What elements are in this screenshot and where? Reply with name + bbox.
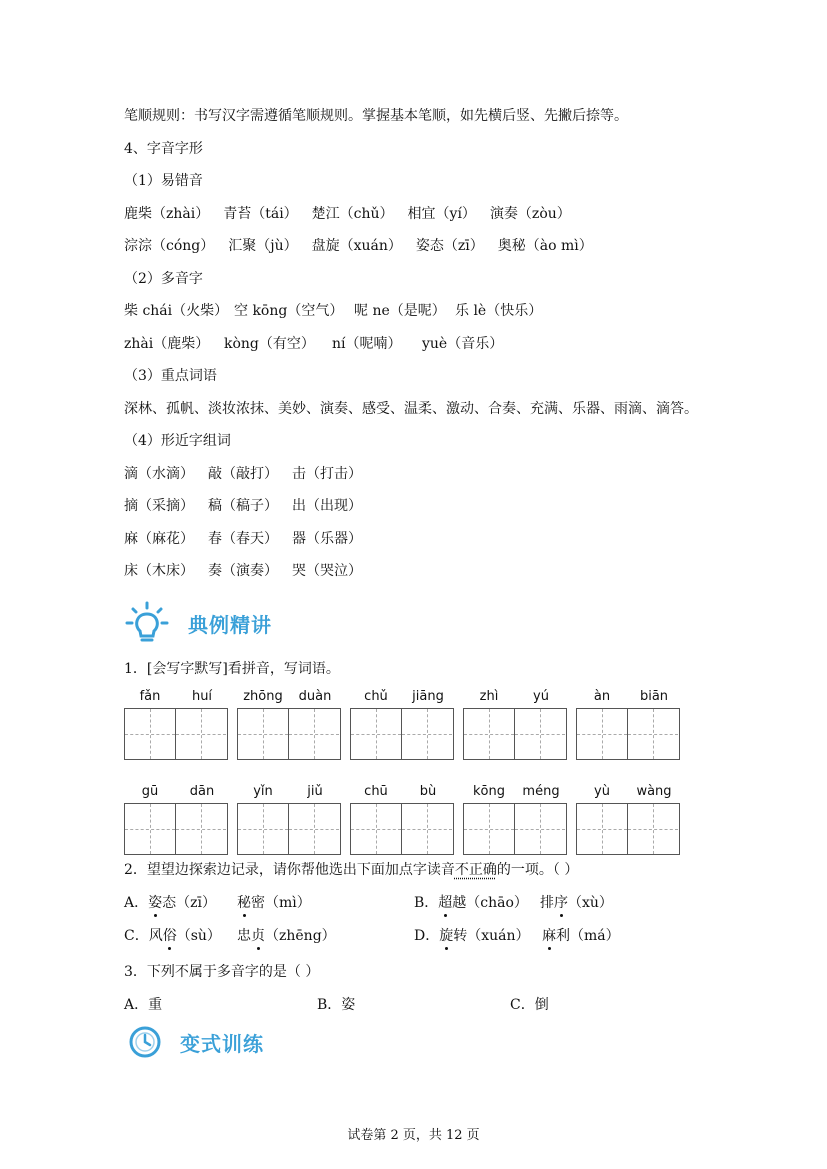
pinyin-label: duàn xyxy=(298,689,332,704)
option-c[interactable] xyxy=(124,927,221,945)
writing-cell[interactable] xyxy=(627,804,678,854)
writing-cell[interactable] xyxy=(175,709,226,759)
pinyin-label: kōng xyxy=(473,784,505,799)
writing-cell[interactable] xyxy=(577,709,627,759)
pinyin-label: méng xyxy=(522,784,560,799)
question-3: 3．下列不属于多音字的是（ ） xyxy=(124,964,320,980)
pinyin-label: zhōng xyxy=(243,689,283,704)
option-d[interactable] xyxy=(414,927,530,945)
pinyin-grid xyxy=(350,689,454,777)
pinyin-grid xyxy=(463,689,567,777)
lightbulb-icon xyxy=(124,601,170,645)
list-item: 青苔（tái） xyxy=(223,206,298,222)
pinyin-label: àn xyxy=(593,689,611,704)
list-item: 奥秘（ào mì） xyxy=(497,238,593,254)
pinyin-label: chū xyxy=(364,784,388,799)
pinyin-label: yǐn xyxy=(253,784,273,799)
writing-cell[interactable] xyxy=(175,804,226,854)
option-label: A． xyxy=(124,895,149,911)
list-item: 汇聚（jù） xyxy=(228,238,298,254)
pinyin-grid xyxy=(237,784,341,872)
list-item: ní（呢喃） xyxy=(332,336,402,352)
writing-cell[interactable] xyxy=(514,709,565,759)
sub4-row-3 xyxy=(124,530,362,548)
option-b-2 xyxy=(540,894,613,912)
sub4-row-2 xyxy=(124,497,362,515)
dotted-char: 超 xyxy=(438,895,453,911)
question-2-post: 的一项。（ ） xyxy=(496,862,579,878)
q3-option-b[interactable]: B．姿 xyxy=(317,997,356,1013)
writing-cell[interactable] xyxy=(125,804,175,854)
dotted-char: 旋 xyxy=(439,928,454,944)
option-text: 态（zī） xyxy=(162,895,216,911)
list-item: 柴 chái（火柴） xyxy=(124,303,229,319)
writing-cell[interactable] xyxy=(577,804,627,854)
sub3-text: 深林、孤帆、淡妆浓抹、美妙、演奏、感受、温柔、激动、合奏、充满、乐器、雨滴、滴答。 xyxy=(124,401,698,417)
writing-cell[interactable] xyxy=(464,804,514,854)
list-item: 淙淙（cóng） xyxy=(124,238,215,254)
option-a-2 xyxy=(237,894,311,912)
writing-cell[interactable] xyxy=(238,709,288,759)
writing-cell[interactable] xyxy=(125,709,175,759)
option-text: （zhēng） xyxy=(265,928,336,944)
pinyin-label: yù xyxy=(594,784,610,799)
option-text: 风 xyxy=(148,928,163,944)
list-item: 麻（麻花） xyxy=(124,531,194,547)
sub1-row-2 xyxy=(124,237,593,255)
list-item: 击（打击） xyxy=(292,466,362,482)
option-text: 转（xuán） xyxy=(453,928,530,944)
section-title: 变式训练 xyxy=(180,1031,264,1056)
pinyin-grid xyxy=(576,689,680,777)
option-label: C． xyxy=(124,928,149,944)
list-item: 乐 lè（快乐） xyxy=(455,303,543,319)
list-item: 鹿柴（zhài） xyxy=(124,206,210,222)
sub3-title: （3）重点词语 xyxy=(124,368,217,384)
pinyin-grid xyxy=(576,784,680,872)
list-item: yuè（音乐） xyxy=(422,336,504,352)
option-text: 越（chāo） xyxy=(452,895,528,911)
list-item: 盘旋（xuán） xyxy=(311,238,402,254)
pinyin-grid xyxy=(463,784,567,872)
section-title: 典例精讲 xyxy=(188,612,272,637)
list-item: 空 kōng（空气） xyxy=(234,303,344,319)
option-text: （xù） xyxy=(568,895,613,911)
clock-icon xyxy=(128,1025,162,1059)
pinyin-label: biān xyxy=(639,689,669,704)
pinyin-label: zhì xyxy=(479,689,499,704)
option-a[interactable] xyxy=(124,894,216,912)
option-c-2 xyxy=(237,927,336,945)
list-item: 稿（稿子） xyxy=(208,498,278,514)
option-d-2 xyxy=(542,927,620,945)
pinyin-label: dān xyxy=(189,784,215,799)
list-item: 摘（采摘） xyxy=(124,498,194,514)
writing-cell[interactable] xyxy=(288,709,339,759)
pinyin-label: bù xyxy=(419,784,437,799)
sub1-title: （1）易错音 xyxy=(124,173,203,189)
pinyin-grid xyxy=(124,689,228,777)
pinyin-grid xyxy=(350,784,454,872)
option-text: 密（mì） xyxy=(251,895,311,911)
list-item: 床（木床） xyxy=(124,563,194,579)
writing-cell[interactable] xyxy=(351,709,401,759)
list-item: 楚江（chǔ） xyxy=(311,206,394,222)
list-item: 相宜（yí） xyxy=(407,206,476,222)
writing-cell[interactable] xyxy=(514,804,565,854)
list-item: 姿态（zī） xyxy=(415,238,484,254)
section-header-practice xyxy=(128,1020,264,1064)
writing-cell[interactable] xyxy=(238,804,288,854)
writing-cell[interactable] xyxy=(401,804,452,854)
list-item: 春（春天） xyxy=(208,531,278,547)
pinyin-grid xyxy=(237,689,341,777)
pinyin-label: jiǔ xyxy=(307,784,323,799)
pinyin-label: huí xyxy=(191,689,213,704)
dotted-char: 秘 xyxy=(237,895,251,911)
list-item: 呢 ne（是呢） xyxy=(354,303,446,319)
list-item: 演奏（zòu） xyxy=(489,206,571,222)
list-item: 滴（水滴） xyxy=(124,466,194,482)
section4-title: 4、字音字形 xyxy=(124,141,203,157)
q3-option-a[interactable]: A．重 xyxy=(124,997,163,1013)
list-item: 出（出现） xyxy=(292,498,362,514)
writing-cell[interactable] xyxy=(464,709,514,759)
pinyin-label: fǎn xyxy=(139,689,161,704)
page-footer: 试卷第 2 页，共 12 页 xyxy=(347,1128,480,1143)
option-text: 排 xyxy=(540,895,554,911)
sub4-title: （4）形近字组词 xyxy=(124,433,231,449)
pinyin-label: gū xyxy=(141,784,159,799)
option-label: B． xyxy=(414,895,439,911)
q3-option-c[interactable]: C．倒 xyxy=(510,997,549,1013)
list-item: 器（乐器） xyxy=(292,531,362,547)
option-b[interactable] xyxy=(414,894,528,912)
pinyin-label: yú xyxy=(533,689,549,704)
option-text: （sù） xyxy=(176,928,221,944)
sub1-row-1 xyxy=(124,205,571,223)
sub4-row-4 xyxy=(124,562,362,580)
question-1: 1．[会写字默写]看拼音，写词语。 xyxy=(124,661,340,677)
writing-cell[interactable] xyxy=(351,804,401,854)
list-item: zhài（鹿柴） xyxy=(124,336,210,352)
pinyin-label: jiāng xyxy=(412,689,444,704)
pinyin-label: chǔ xyxy=(364,689,388,704)
sub2-title: （2）多音字 xyxy=(124,271,203,287)
option-label: D． xyxy=(414,928,440,944)
list-item: 敲（敲打） xyxy=(208,466,278,482)
option-text: 利（má） xyxy=(556,928,620,944)
section-header-examples xyxy=(124,601,272,645)
writing-cell[interactable] xyxy=(627,709,678,759)
stroke-rule-text: 笔顺规则：书写汉字需遵循笔顺规则。掌握基本笔顺，如先横后竖、先撇后捺等。 xyxy=(124,108,628,124)
dotted-char: 俗 xyxy=(162,928,177,944)
question-2-pre: 2．望望边探索边记录，请你帮他选出下面加点字读音 xyxy=(124,862,455,878)
option-text: 忠 xyxy=(237,928,251,944)
pinyin-label: wàng xyxy=(636,784,672,799)
question-2 xyxy=(124,861,578,879)
dotted-char: 贞 xyxy=(251,928,265,944)
dotted-char: 麻 xyxy=(542,928,556,944)
sub4-row-1 xyxy=(124,465,362,483)
dotted-char: 序 xyxy=(554,895,568,911)
writing-cell[interactable] xyxy=(288,804,339,854)
list-item: 哭（哭泣） xyxy=(292,563,362,579)
pinyin-grid xyxy=(124,784,228,872)
writing-cell[interactable] xyxy=(401,709,452,759)
list-item: 奏（演奏） xyxy=(208,563,278,579)
list-item: kòng（有空） xyxy=(224,336,315,352)
question-2-dotted: 不正确 xyxy=(454,862,497,878)
dotted-char: 姿 xyxy=(148,895,163,911)
